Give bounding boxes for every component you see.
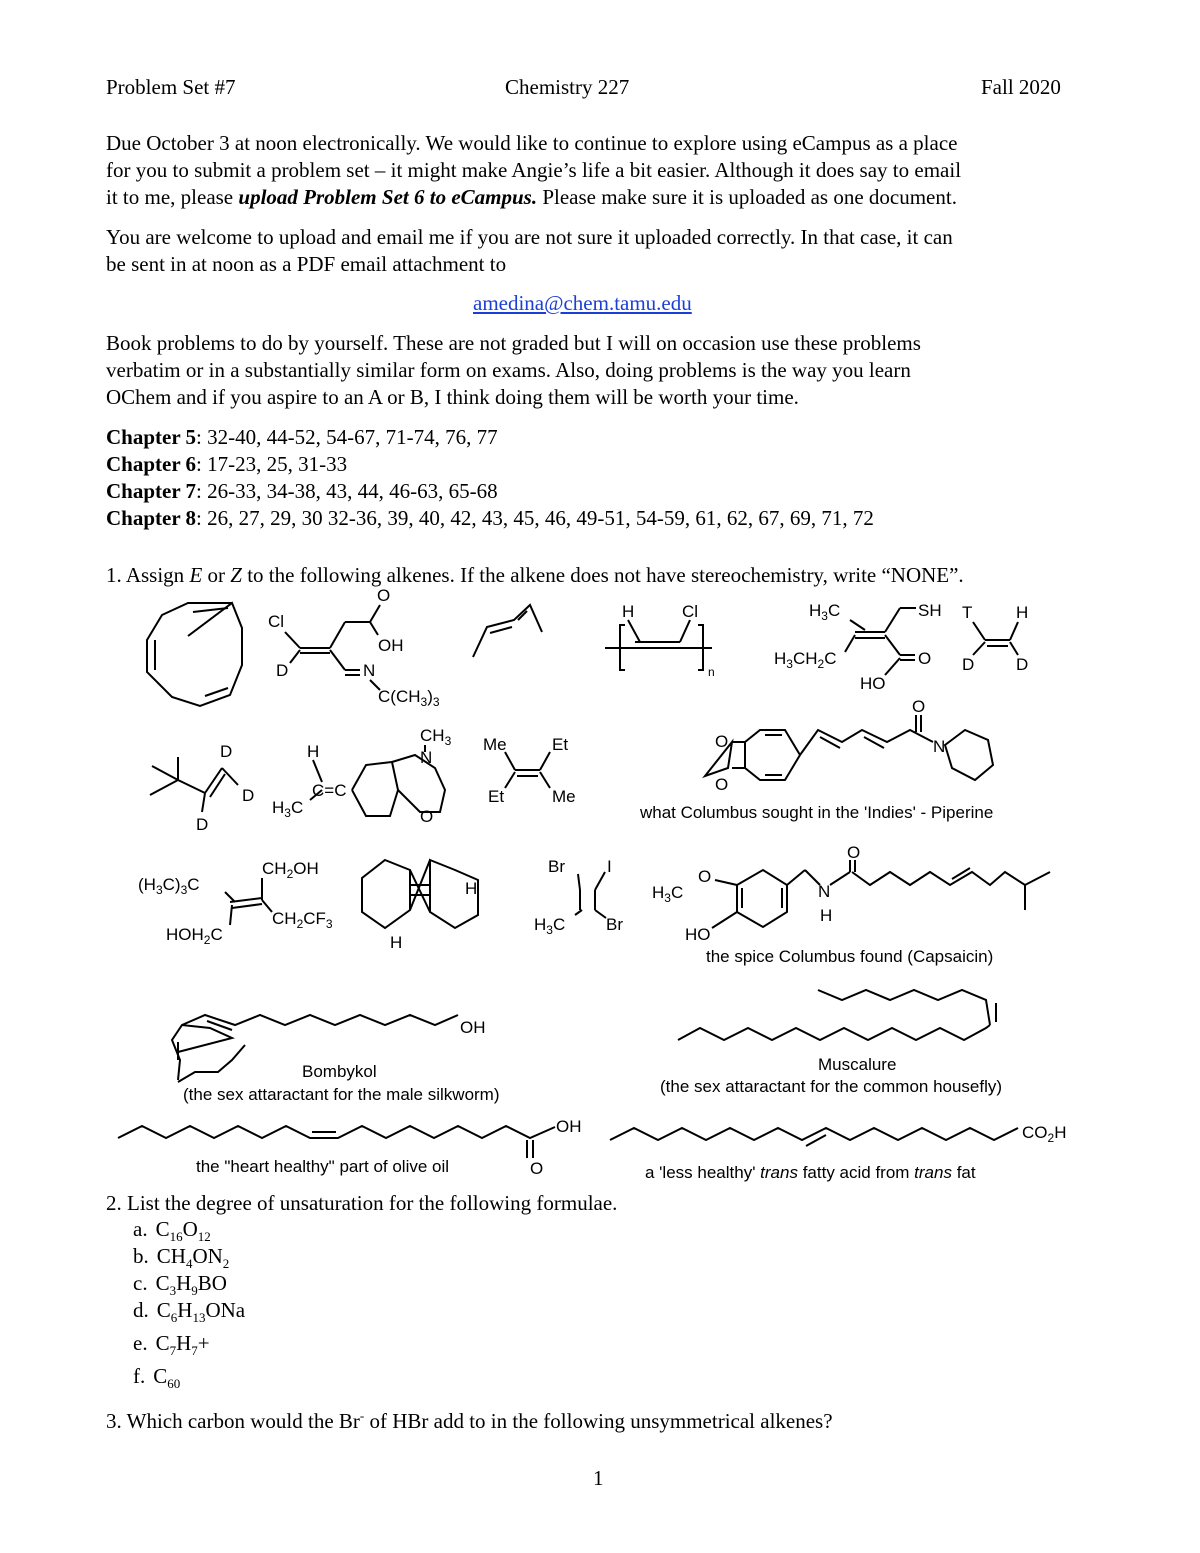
- q3-text-b: of HBr add to in the following unsymmetrical alkenes?: [364, 1409, 833, 1433]
- m6-d2-label: D: [1016, 655, 1029, 674]
- m9-me2-label: Me: [552, 787, 576, 806]
- m6-h-label: H: [1016, 603, 1029, 622]
- page-number: 1: [593, 1466, 604, 1490]
- formula-element: C: [156, 1298, 171, 1322]
- bombykol-oh-label: OH: [460, 1018, 486, 1037]
- formula-letter: f.: [133, 1364, 146, 1388]
- formula-letter: a.: [133, 1217, 148, 1241]
- molecule-imine-acid: [268, 586, 440, 709]
- m8-h-label: H: [307, 742, 320, 761]
- formula-item: [133, 1330, 210, 1364]
- header-center: Chemistry 227: [505, 75, 630, 99]
- m11-hoh2c-label: $HOH_2C$: [166, 925, 223, 947]
- olive-caption: the "heart healthy" part of olive oil: [196, 1157, 450, 1176]
- chapter-6-label: Chapter 6: [106, 452, 197, 476]
- chapter-5-label: Chapter 5: [106, 425, 197, 449]
- piperine-o2-label: O: [715, 775, 729, 794]
- capsaicin-h3c-label: $H_3C$: [652, 883, 684, 905]
- upload-instruction: upload Problem Set 6 to eCampus.: [238, 185, 538, 209]
- m13-i-label: I: [607, 857, 612, 876]
- formula-item: [133, 1297, 245, 1331]
- intro-line-2: for you to submit a problem set – it might make Angie’s life a bit easier. Although it does say to email: [106, 158, 962, 182]
- chapter-6-problems: : 17-23, 25, 31-33: [196, 452, 348, 476]
- m13-br1-label: Br: [548, 857, 565, 876]
- formula-subscript: 2: [222, 1256, 230, 1272]
- m4-n-label: n: [708, 665, 715, 679]
- m2-n-label: N: [363, 661, 376, 680]
- formula-element: +: [197, 1331, 210, 1355]
- formula-subscript: 13: [192, 1310, 206, 1326]
- question-3: [106, 1403, 833, 1434]
- m9-me1-label: Me: [483, 735, 507, 754]
- formula-element: BO: [197, 1271, 227, 1295]
- bombykol-name: Bombykol: [302, 1062, 377, 1081]
- capsaicin-caption: the spice Columbus found (Capsaicin): [706, 947, 994, 966]
- q3-text-a: 3. Which carbon would the Br: [106, 1409, 360, 1433]
- molecule-bombykol: [172, 1015, 500, 1104]
- formula-letter: c.: [133, 1271, 148, 1295]
- m4-h-label: H: [622, 602, 635, 621]
- m11-tbu-label: $(H_3C)_3C$: [138, 875, 200, 897]
- formula-element: C: [153, 1364, 168, 1388]
- m12-h2-label: H: [390, 933, 403, 952]
- m13-h3c-label: $H_3C$: [534, 915, 566, 937]
- m8-n-label: N: [420, 748, 433, 767]
- formula-subscript: 6: [170, 1310, 178, 1326]
- molecule-bicyclic-alkene: [362, 860, 478, 952]
- m11-ch2oh-label: $CH_2OH$: [262, 859, 319, 881]
- formula-element: C: [155, 1271, 170, 1295]
- capsaicin-o2-label: O: [847, 843, 861, 862]
- intro-line-3-start: it to me, please: [106, 185, 239, 209]
- olive-oh-label: OH: [556, 1117, 582, 1136]
- q1-z: Z: [230, 563, 242, 587]
- molecule-piperine: [639, 697, 993, 822]
- trans-co2h-label: $CO_2H$: [1022, 1123, 1067, 1145]
- m2-oh-label: OH: [378, 636, 404, 655]
- m8-allene-label: C=C: [312, 781, 347, 800]
- muscalure-caption: (the sex attaractant for the common housefly): [660, 1077, 1003, 1096]
- m13-br2-label: Br: [606, 915, 623, 934]
- formula-letter: b.: [133, 1244, 149, 1268]
- intro-line-7: verbatim or in a substantially similar form on exams. Also, doing problems is the way you learn: [106, 358, 911, 382]
- m8-h3c-label: $H_3C$: [272, 798, 304, 820]
- molecule-polymer-unit: [605, 602, 715, 679]
- molecule-capsaicin: [652, 843, 1050, 966]
- m8-ch3-label: $CH_3$: [420, 726, 452, 748]
- capsaicin-ho-label: HO: [685, 925, 711, 944]
- q3-superscript: -: [359, 1408, 365, 1423]
- m7-d2-label: D: [242, 786, 255, 805]
- m11-cf3-label: $CH_2CF_3$: [272, 909, 333, 931]
- intro-line-1: Due October 3 at noon electronically. We would like to continue to explore using eCampus as a place: [106, 131, 958, 155]
- formula-element: ONa: [205, 1298, 246, 1322]
- formula-element: H: [176, 1331, 192, 1355]
- m5-h3c-label: $H_3C$: [809, 601, 841, 623]
- q1-text-a: 1. Assign: [106, 563, 190, 587]
- capsaicin-o-label: O: [698, 867, 712, 886]
- piperine-o1-label: O: [715, 732, 729, 751]
- intro-line-6: Book problems to do by yourself. These are not graded but I will on occasion use these problems: [106, 331, 921, 355]
- m2-tbu-label: $C(CH_3)_3$: [378, 687, 440, 709]
- molecule-tbutyl-deuterio: [150, 742, 254, 834]
- piperine-caption: what Columbus sought in the 'Indies' - Piperine: [640, 803, 994, 822]
- header-left: Problem Set #7: [106, 75, 236, 99]
- header-right: Fall 2020: [981, 75, 1061, 99]
- formula-element: ON: [192, 1244, 223, 1268]
- email-link[interactable]: amedina@chem.tamu.edu: [473, 291, 692, 315]
- q1-or: or: [202, 563, 231, 587]
- olive-o-label: O: [530, 1159, 544, 1178]
- piperine-o3-label: O: [912, 697, 926, 716]
- formula-element: H: [177, 1298, 193, 1322]
- intro-line-4: You are welcome to upload and email me if you are not sure it uploaded correctly. In that case, it can: [106, 225, 953, 249]
- m5-sh-label: SH: [918, 601, 942, 620]
- m4-cl-label: Cl: [682, 602, 699, 621]
- piperine-n-label: N: [933, 737, 946, 756]
- molecule-tritium-alkene: [962, 603, 1028, 674]
- m9-et1-label: Et: [552, 735, 569, 754]
- formula-subscript: 3: [169, 1283, 177, 1299]
- intro-line-3-end: Please make sure it is uploaded as one document.: [537, 185, 957, 209]
- formula-subscript: 7: [169, 1343, 177, 1359]
- formula-element: CH: [156, 1244, 186, 1268]
- chapter-7-problems: : 26-33, 34-38, 43, 44, 46-63, 65-68: [196, 479, 498, 503]
- intro-line-5: be sent in at noon as a PDF email attachment to: [106, 252, 507, 276]
- m2-d-label: D: [276, 661, 289, 680]
- molecule-elaidic-acid: [610, 1123, 1066, 1182]
- formula-element: C: [155, 1331, 170, 1355]
- formula-item: [133, 1363, 180, 1397]
- trans-caption: a 'less healthy' trans fatty acid from trans fat: [645, 1163, 976, 1182]
- capsaicin-n-label: N: [818, 882, 831, 901]
- molecule-muscalure: [660, 990, 1002, 1096]
- capsaicin-h-label: H: [820, 906, 833, 925]
- m6-d1-label: D: [962, 655, 975, 674]
- q1-text-rest: to the following alkenes. If the alkene does not have stereochemistry, write “NONE”.: [241, 563, 964, 587]
- m2-o-label: O: [377, 586, 391, 605]
- formula-element: H: [176, 1271, 192, 1295]
- m2-cl-label: Cl: [268, 612, 285, 631]
- formula-subscript: 7: [191, 1343, 198, 1359]
- molecule-hexadiene: [473, 605, 542, 657]
- m5-ho-label: HO: [860, 674, 886, 693]
- bombykol-caption: (the sex attaractant for the male silkworm): [183, 1085, 500, 1104]
- m12-h1-label: H: [465, 879, 478, 898]
- m5-o-label: O: [918, 649, 932, 668]
- intro-line-8: OChem and if you aspire to an A or B, I think doing them will be worth your time.: [106, 385, 799, 409]
- formula-element: C: [155, 1217, 170, 1241]
- formula-letter: d.: [133, 1298, 149, 1322]
- q1-e: E: [189, 563, 203, 587]
- molecule-me-et-alkene: [483, 735, 576, 806]
- formula-subscript: 16: [169, 1229, 183, 1245]
- formula-element: O: [182, 1217, 198, 1241]
- molecule-thiol-acid: [774, 601, 942, 693]
- formula-subscript: 60: [167, 1376, 181, 1392]
- m7-d1-label: D: [220, 742, 233, 761]
- m5-h3ch2c-label: $H_3CH_2C$: [774, 649, 837, 671]
- question-2: 2. List the degree of unsaturation for the following formulae.: [106, 1191, 618, 1215]
- molecule-tetrasubstituted-alcohol: [138, 859, 333, 947]
- m6-t-label: T: [962, 603, 973, 622]
- chapter-8-problems: : 26, 27, 29, 30 32-36, 39, 40, 42, 43, 45, 46, 49-51, 54-59, 61, 62, 67, 69, 71, 72: [196, 506, 874, 530]
- formula-subscript: 4: [185, 1256, 193, 1272]
- m7-d3-label: D: [196, 815, 209, 834]
- chapter-5-problems: : 32-40, 44-52, 54-67, 71-74, 76, 77: [196, 425, 498, 449]
- m9-et2-label: Et: [488, 787, 505, 806]
- molecule-allene-bicycle: [272, 726, 452, 826]
- formula-letter: e.: [133, 1331, 148, 1355]
- molecule-cyclododecatriene: [147, 603, 242, 706]
- formula-subscript: 12: [197, 1229, 211, 1245]
- chapter-8-label: Chapter 8: [106, 506, 197, 530]
- muscalure-name: Muscalure: [818, 1055, 897, 1074]
- molecule-oleic-acid: [118, 1117, 582, 1178]
- molecule-dibromo-iodo: [534, 857, 623, 937]
- m8-o-label: O: [420, 807, 434, 826]
- formula-subscript: 9: [191, 1283, 198, 1299]
- chapter-7-label: Chapter 7: [106, 479, 197, 503]
